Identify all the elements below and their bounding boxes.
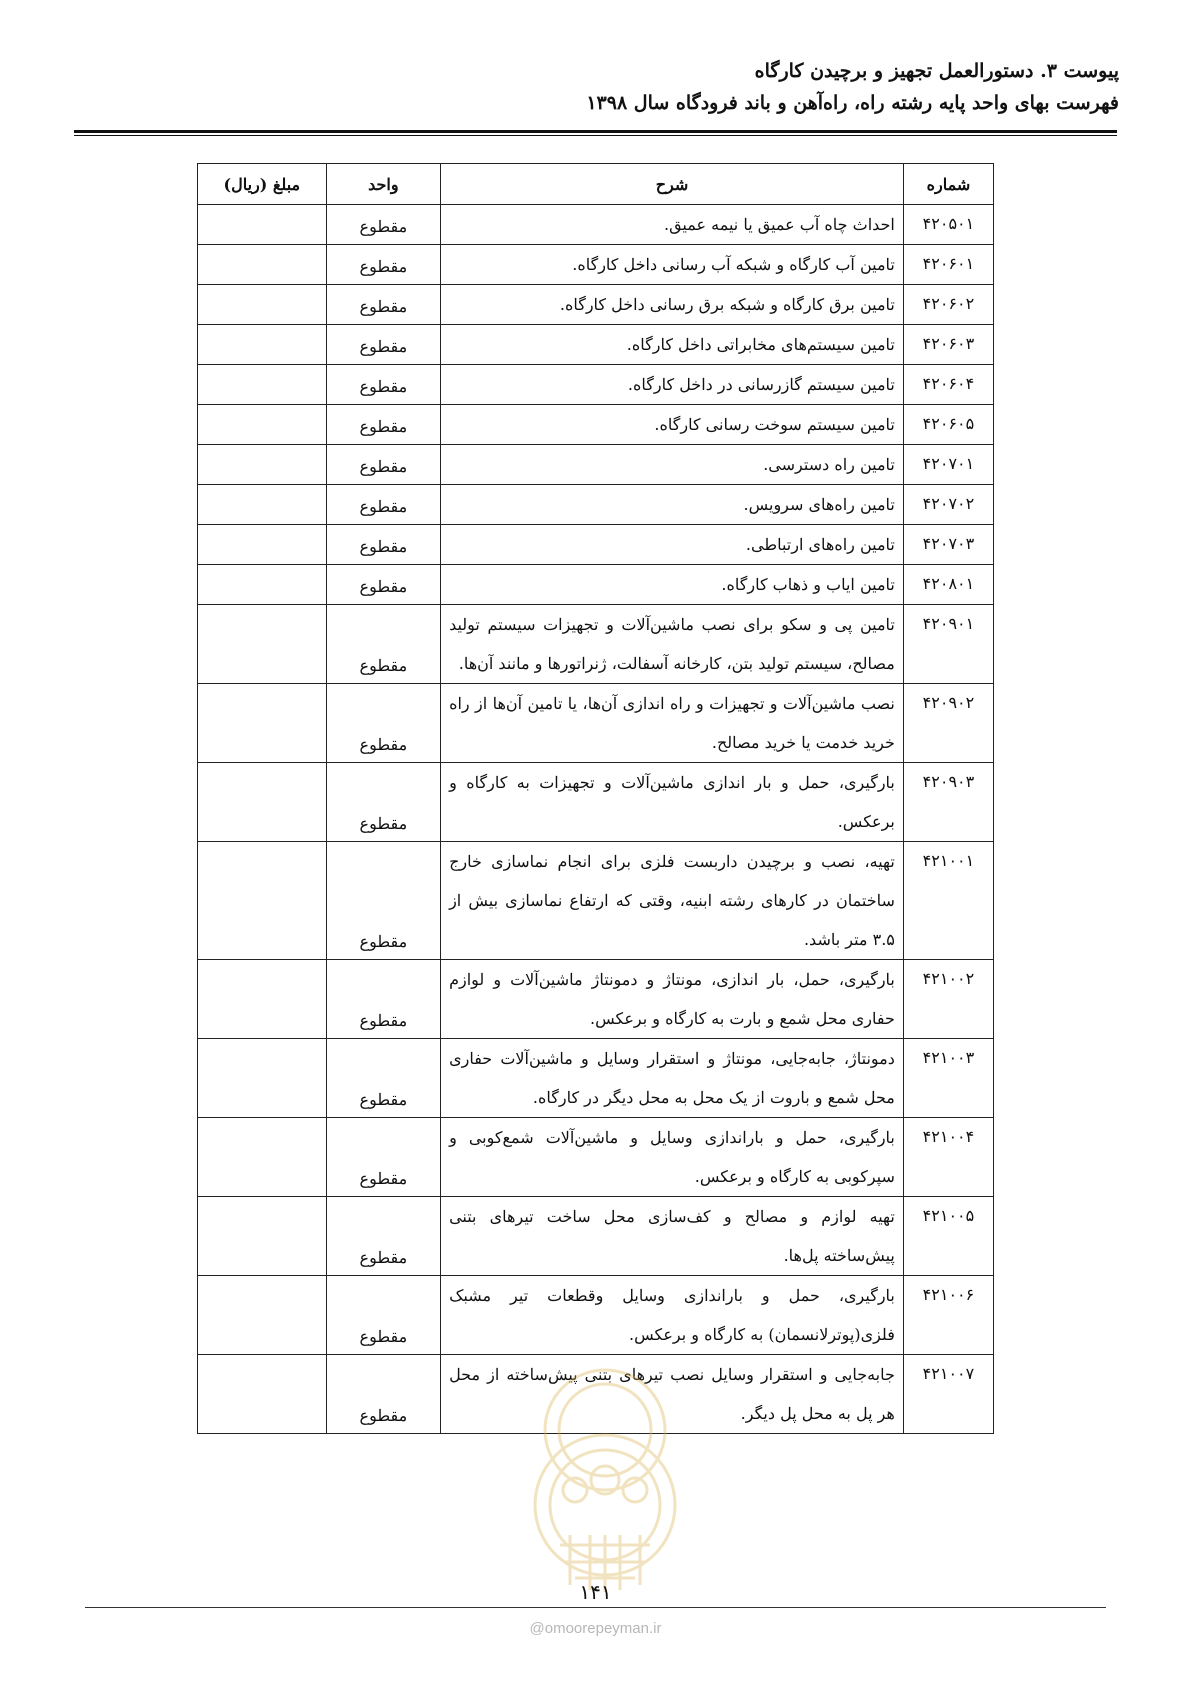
row-unit: مقطوع (326, 565, 440, 605)
row-amount (198, 684, 327, 763)
row-amount (198, 245, 327, 285)
row-description: جابه‌جایی و استقرار وسایل نصب تیرهای بتنی پیش‌ساخته از محل هر پل به محل پل دیگر. (441, 1355, 904, 1434)
table-row (198, 960, 994, 1039)
table-row (198, 365, 994, 405)
watermark-text: @omoorepeyman.ir (529, 1620, 662, 1637)
row-description: تهیه لوازم و مصالح و کف‌سازی محل ساخت تیرهای بتنی پیش‌ساخته پل‌ها. (441, 1197, 904, 1276)
row-amount (198, 1118, 327, 1197)
header-description: شرح (441, 164, 904, 205)
row-unit: مقطوع (326, 1118, 440, 1197)
row-amount (198, 325, 327, 365)
table-row (198, 684, 994, 763)
row-number: ۴۲۰۹۰۲ (903, 684, 993, 763)
header-title-line2: فهرست بهای واحد پایه رشته راه، راه‌آهن و باند فرودگاه سال ۱۳۹۸ (586, 92, 1119, 114)
footer-rule (85, 1607, 1106, 1608)
row-description: تامین سیستم‌های مخابراتی داخل کارگاه. (441, 325, 904, 365)
row-amount (198, 565, 327, 605)
row-number: ۴۲۱۰۰۳ (903, 1039, 993, 1118)
table-row (198, 1039, 994, 1118)
row-amount (198, 445, 327, 485)
row-unit: مقطوع (326, 960, 440, 1039)
header-number: شماره (903, 164, 993, 205)
row-amount (198, 763, 327, 842)
row-unit: مقطوع (326, 1039, 440, 1118)
row-amount (198, 405, 327, 445)
table-row (198, 445, 994, 485)
header-rule-thick (74, 130, 1117, 133)
table-row (198, 763, 994, 842)
row-unit: مقطوع (326, 445, 440, 485)
row-amount (198, 1039, 327, 1118)
row-number: ۴۲۰۷۰۱ (903, 445, 993, 485)
row-number: ۴۲۱۰۰۲ (903, 960, 993, 1039)
row-unit: مقطوع (326, 205, 440, 245)
row-description: دمونتاژ، جابه‌جایی، مونتاژ و استقرار وسایل و ماشین‌آلات حفاری محل شمع و باروت از یک محل به محل دیگر در کارگاه. (441, 1039, 904, 1118)
row-number: ۴۲۰۹۰۳ (903, 763, 993, 842)
row-amount (198, 525, 327, 565)
row-description: تهیه، نصب و برچیدن داربست فلزی برای انجام نماسازی خارج ساختمان در کارهای رشته ابنیه، وقتی که ارتفاع نماسازی بیش از ۳.۵ متر باشد. (441, 842, 904, 960)
table-row (198, 1118, 994, 1197)
table-header-row (198, 164, 994, 205)
row-amount (198, 205, 327, 245)
header-amount: مبلغ (ریال) (198, 164, 327, 205)
page-number: ۱۴۱ (579, 1580, 612, 1604)
row-description: تامین برق کارگاه و شبکه برق رسانی داخل کارگاه. (441, 285, 904, 325)
row-number: ۴۲۰۶۰۳ (903, 325, 993, 365)
header-title-line1: پیوست ۳. دستورالعمل تجهیز و برچیدن کارگاه (754, 60, 1119, 82)
row-amount (198, 605, 327, 684)
row-number: ۴۲۰۶۰۵ (903, 405, 993, 445)
row-description: تامین آب کارگاه و شبکه آب رسانی داخل کارگاه. (441, 245, 904, 285)
row-amount (198, 960, 327, 1039)
table-row (198, 525, 994, 565)
price-list-table (197, 163, 994, 1434)
row-unit: مقطوع (326, 605, 440, 684)
row-description: بارگیری، حمل و باراندازی وسایل و ماشین‌آلات شمع‌کوبی و سپرکوبی به کارگاه و برعکس. (441, 1118, 904, 1197)
header-rule-thin (74, 135, 1117, 136)
row-amount (198, 365, 327, 405)
row-description: تامین پی و سکو برای نصب ماشین‌آلات و تجهیزات سیستم تولید مصالح، سیستم تولید بتن، کارخانه آسفالت، ژنراتورها و مانند آن‌ها. (441, 605, 904, 684)
row-amount (198, 285, 327, 325)
table-row (198, 245, 994, 285)
row-description: بارگیری، حمل و بار اندازی ماشین‌آلات و تجهیزات به کارگاه و برعکس. (441, 763, 904, 842)
row-number: ۴۲۰۶۰۱ (903, 245, 993, 285)
table-row (198, 285, 994, 325)
row-description: احداث چاه آب عمیق یا نیمه عمیق. (441, 205, 904, 245)
row-unit: مقطوع (326, 485, 440, 525)
row-unit: مقطوع (326, 684, 440, 763)
row-amount (198, 842, 327, 960)
row-unit: مقطوع (326, 365, 440, 405)
row-number: ۴۲۰۸۰۱ (903, 565, 993, 605)
table-row (198, 565, 994, 605)
table-row (198, 605, 994, 684)
watermark-seal-icon (505, 1340, 705, 1600)
row-description: تامین راه دسترسی. (441, 445, 904, 485)
row-description: بارگیری، حمل و باراندازی وسایل وقطعات تیر مشبک فلزی(پوترلانسمان) به کارگاه و برعکس. (441, 1276, 904, 1355)
row-description: تامین سیستم سوخت رسانی کارگاه. (441, 405, 904, 445)
row-description: تامین ایاب و ذهاب کارگاه. (441, 565, 904, 605)
row-amount (198, 485, 327, 525)
row-description: نصب ماشین‌آلات و تجهیزات و راه اندازی آن‌ها، یا تامین آن‌ها از راه خرید خدمت یا خرید مصالح. (441, 684, 904, 763)
row-description: بارگیری، حمل، بار اندازی، مونتاژ و دمونتاژ ماشین‌آلات و لوازم حفاری محل شمع و بارت به کارگاه و برعکس. (441, 960, 904, 1039)
row-unit: مقطوع (326, 525, 440, 565)
table-row (198, 325, 994, 365)
row-number: ۴۲۱۰۰۴ (903, 1118, 993, 1197)
header-unit: واحد (326, 164, 440, 205)
row-number: ۴۲۰۷۰۳ (903, 525, 993, 565)
row-number: ۴۲۰۹۰۱ (903, 605, 993, 684)
row-number: ۴۲۰۶۰۴ (903, 365, 993, 405)
row-number: ۴۲۱۰۰۱ (903, 842, 993, 960)
row-unit: مقطوع (326, 405, 440, 445)
row-number: ۴۲۰۷۰۲ (903, 485, 993, 525)
row-description: تامین راه‌های ارتباطی. (441, 525, 904, 565)
table-row (198, 1197, 994, 1276)
row-unit: مقطوع (326, 245, 440, 285)
row-number: ۴۲۰۶۰۲ (903, 285, 993, 325)
row-unit: مقطوع (326, 1197, 440, 1276)
table-row (198, 205, 994, 245)
row-number: ۴۲۱۰۰۶ (903, 1276, 993, 1355)
row-amount (198, 1355, 327, 1434)
row-unit: مقطوع (326, 842, 440, 960)
row-unit: مقطوع (326, 1276, 440, 1355)
row-unit: مقطوع (326, 763, 440, 842)
row-description: تامین راه‌های سرویس. (441, 485, 904, 525)
row-number: ۴۲۱۰۰۷ (903, 1355, 993, 1434)
row-unit: مقطوع (326, 1355, 440, 1434)
table-row (198, 405, 994, 445)
row-unit: مقطوع (326, 325, 440, 365)
row-description: تامین سیستم گازرسانی در داخل کارگاه. (441, 365, 904, 405)
row-number: ۴۲۱۰۰۵ (903, 1197, 993, 1276)
row-unit: مقطوع (326, 285, 440, 325)
row-number: ۴۲۰۵۰۱ (903, 205, 993, 245)
row-amount (198, 1197, 327, 1276)
row-amount (198, 1276, 327, 1355)
table-row (198, 842, 994, 960)
page-header (72, 56, 1119, 120)
table-row (198, 485, 994, 525)
